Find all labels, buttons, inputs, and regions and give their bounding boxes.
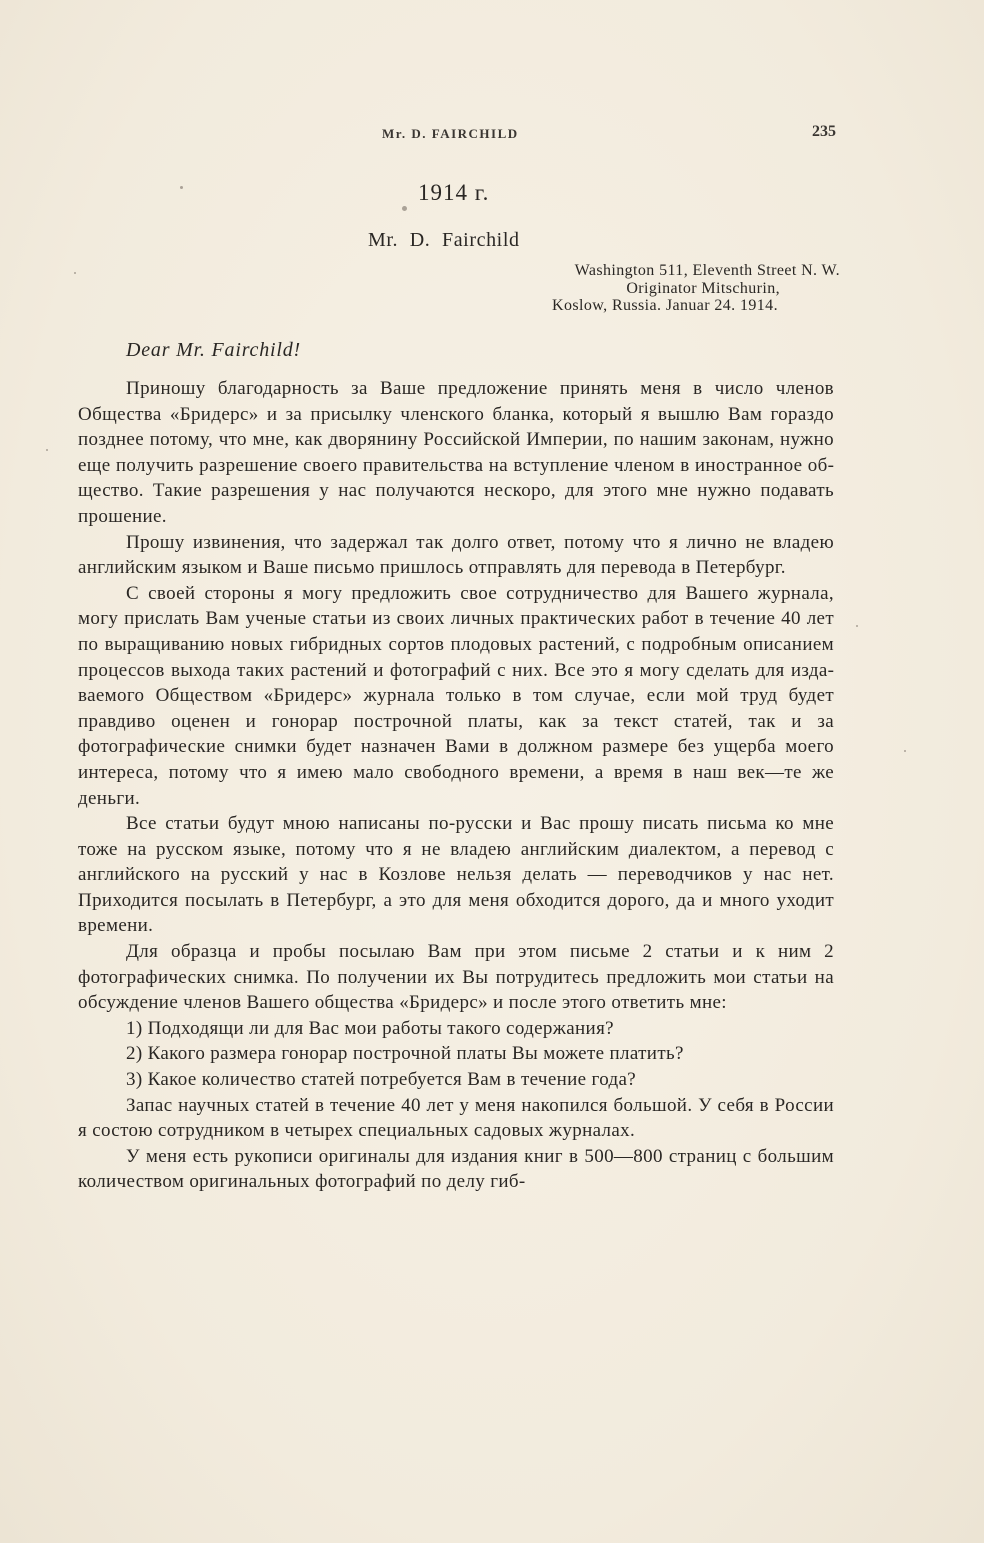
running-head (0, 123, 984, 146)
scan-speck (46, 449, 48, 451)
scan-speck (74, 272, 76, 274)
address-line: Originator Mitschurin, (626, 279, 780, 297)
scan-speck (904, 750, 906, 752)
paragraph: Для образца и пробы посылаю Вам при этом письме 2 статьи и к ним 2 фотографических снимка. По получении их Вы потрудитесь предложить мои статьи на обсуждение членов Вашего общества «Бридерс» и после этого ответить мне: (78, 941, 834, 1014)
question-list (78, 1016, 834, 1093)
paragraph: Все статьи будут мною написаны по-русски и Вас прошу писать письма ко мне тоже на русском языке, потому что я не владею английским диалектом, а перевод с английского на русский у нас в Козлове нельзя делать — переводчиков у нас нет. Приходится посылать в Петербург, а это для меня обходится дорого, да и много уходит времени. (78, 813, 834, 937)
address-line: Koslow, Russia. Januar 24. 1914. (552, 297, 778, 314)
paragraph: У меня есть рукописи оригиналы для издания книг в 500—800 страниц с большим количеством оригинальных фотографий по делу гиб- (78, 1145, 834, 1193)
letter-greeting: Dear Mr. Fairchild! (126, 339, 301, 361)
running-title: Mr. D. FAIRCHILD (382, 126, 519, 141)
question-item: 2) Какого размера гонорар построчной платы Вы можете платить? (126, 1043, 684, 1065)
scan-speck (856, 625, 858, 627)
letter-body (78, 376, 834, 1195)
paragraph: Запас научных статей в течение 40 лет у меня накопился большой. У себя в России я состою сотрудником в четырех специальных садовых журналах. (78, 1094, 834, 1142)
letter-addressee: Mr. D. Fairchild (368, 229, 520, 251)
scan-speck (180, 186, 183, 189)
paragraph: Приношу благодарность за Ваше предложение принять меня в число членов Общества «Бридерс» и за присылку членского бланка, который я вышлю Вам гораздо позднее потому, что мне, как дворянину Российской Империи, по нашим законам, нужно еще получить разрешение своего правительства на вступление членом в иностранное общество. Такие разрешения у нас получаются нескоро, для этого мне нужно подавать прошение. (78, 378, 834, 527)
address-line: Washington 511, Eleventh Street N. W. (574, 262, 840, 279)
address-block (440, 262, 840, 315)
page-number: 235 (812, 123, 836, 140)
scan-speck (402, 206, 407, 211)
question-item: 1) Подходящи ли для Вас мои работы такого содержания? (126, 1017, 614, 1039)
paragraph: Прошу извинения, что задержал так долго ответ, потому что я лично не владею английским языком и Ваше письмо пришлось отправлять для перевода в Петербург. (78, 531, 834, 579)
letter-year: 1914 г. (418, 180, 490, 205)
paragraph: С своей стороны я могу предложить свое сотрудничество для Вашего журнала, могу прислать Вам ученые статьи из своих личных практических работ в течение 40 лет по выращиванию новых гибридных сортов плодовых растений, с подробным описанием процессов выхода таких растений и фотографий с них. Все это я могу сделать для издаваемого Обществом «Бридерс» журнала только в том случае, если мой труд будет правдиво оценен и гонорар построчной платы, как за текст статей, так и за фотографические снимки будет назначен Вами в должном размере без ущерба моего интереса, потому что я имею мало свободного времени, а время в наш век—те же деньги. (78, 582, 834, 809)
question-item: 3) Какое количество статей потребуется Вам в течение года? (126, 1069, 637, 1091)
